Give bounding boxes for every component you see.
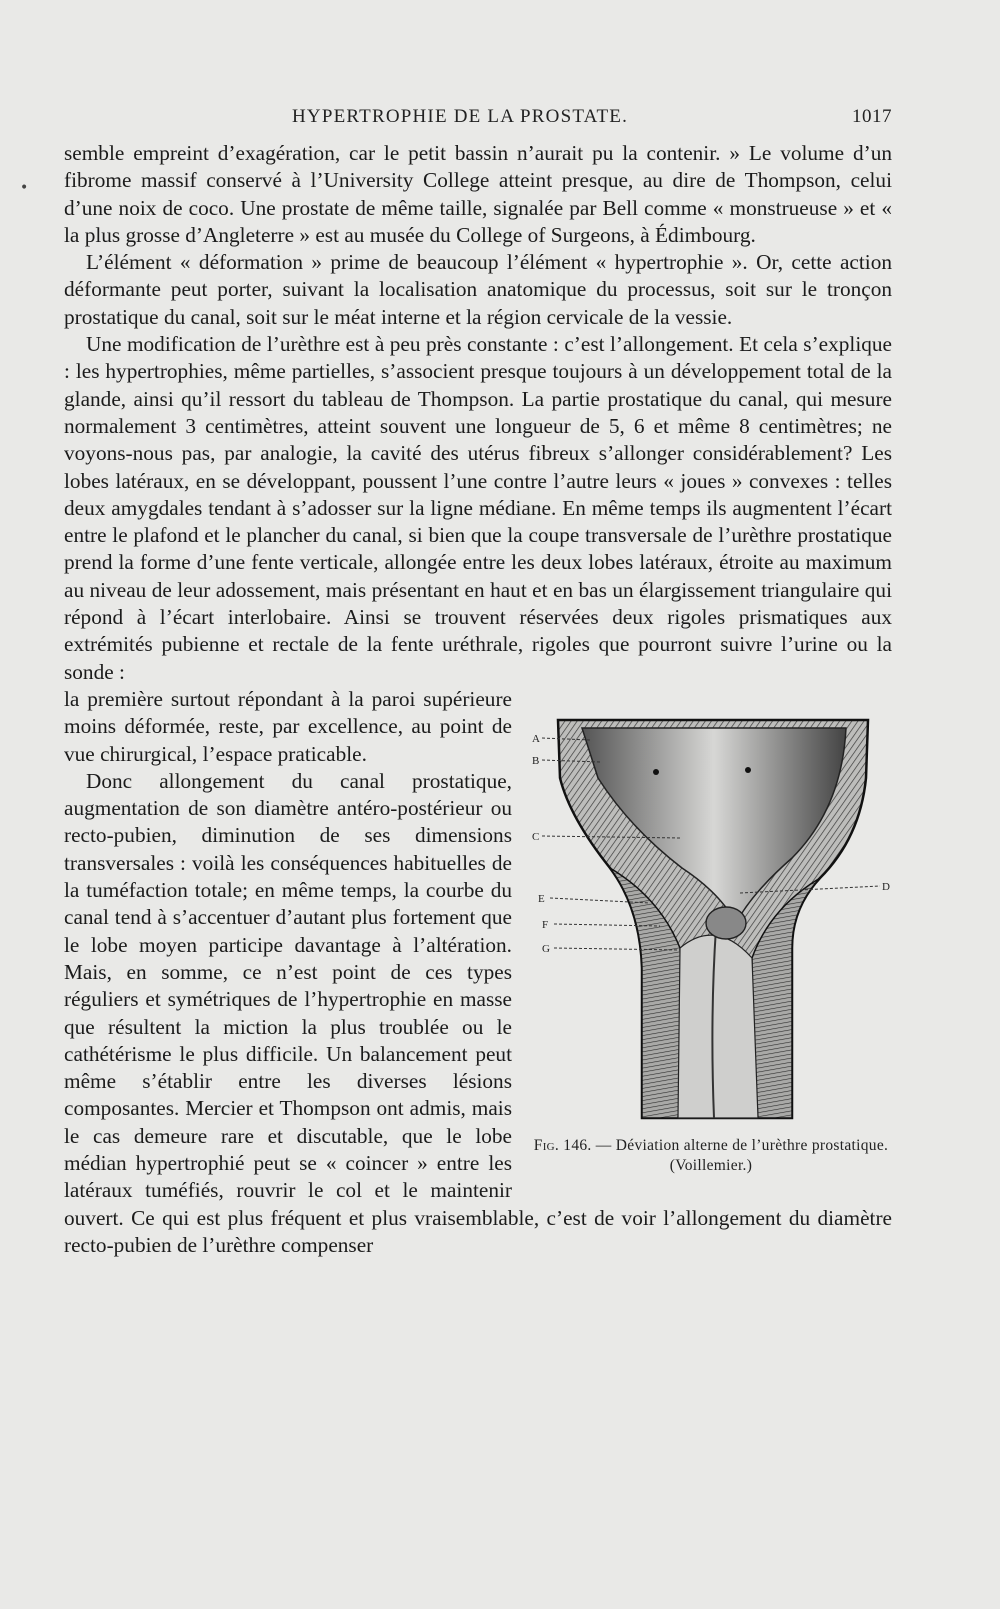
paragraph-1: semble empreint d’exagération, car le petit bassin n’aurait pu la contenir. » Le volume d’un fibrome massif conservé à l’University College atteint presque, au dire de Thompson, celui d’une noix de coco. Une prostate de même taille, signalée par Bell comme « monstrueuse » et « la plus grosse d’Angleterre » est au musée du College of Surgeons, à Édimbourg. [64, 141, 892, 247]
running-title: HYPERTROPHIE DE LA PROSTATE. [292, 106, 629, 127]
margin-mark: • [20, 180, 29, 196]
urethra-illustration [530, 718, 892, 1128]
figure-caption-text: — Déviation alterne de l’urèthre prostatique. (Voillemier.) [595, 1136, 889, 1174]
figure-number: Fig. 146. [533, 1136, 592, 1154]
label-d: D [882, 880, 890, 893]
label-g: G [542, 942, 550, 955]
paragraph-3: Une modification de l’urèthre est à peu près constante : c’est l’allongement. Et cela s’explique : les hypertrophies, même partielles, s’associent presque toujours à un développement total de la glande, ainsi qu’il ressort du tableau de Thompson. La partie prostatique du canal, qui mesure normalement 3 centimètres, atteint souvent une longueur de 5, 6 et même 8 centimètres; ne voyons-nous pas, par analogie, la cavité des utérus fibreux s’allonger considérablement? Les lobes latéraux, en se développant, poussent l’une contre l’autre leurs « joues » convexes : telles deux amygdales tendant à s’adosser sur la ligne médiane. En même temps ils augmentent l’écart entre le plafond et le plancher du canal, si bien que la coupe transversale de l’urèthre prostatique prend la forme d’une fente verticale, allongée entre les deux lobes latéraux, étroite au maximum au niveau de leur adossement, mais présentant en haut et en bas un élargissement triangulaire qui répond à l’écart interlobaire. Ainsi se trouvent réservées deux rigoles prismatiques aux extrémités pubienne et rectale de la fente uréthrale, rigoles que pourront suivre l’urine ou la sonde : [64, 332, 892, 684]
paragraph-5: Donc allongement du canal prostatique, augmentation de son diamètre antéro-postérieur ou recto-pubien, diminution de ses dimensions transversales : voilà les conséquences habituelles de la tuméfaction totale; en même temps, la courbe du canal tend à s’accentuer d’autant plus fortement que le lobe moyen participe davantage à l’altération. Mais, en somme, ce n’est point de ces types réguliers et symétriques de l’hypertrophie en masse que résultent la miction la plus troublée ou le cathétérisme le plus difficile. Un balancement peut même s’établir entre les diverses lésions composantes. Mercier et Thompson ont admis, mais le cas demeure rare et discutable, que le lobe médian hypertrophié peut se « coincer » entre les latéraux tuméfiés, rouvrir le col et le maintenir ouvert. Ce qui est plus fréquent et plus vraisemblable, c’est de voir l’allongement du diamètre recto-pubien de l’urèthre compenser [64, 768, 892, 1257]
label-c: C [532, 830, 540, 843]
figure-146 [530, 686, 892, 1196]
body-text [64, 140, 892, 1259]
figure-caption [530, 1136, 892, 1176]
paragraph-2: L’élément « déformation » prime de beaucoup l’élément « hypertrophie ». Or, cette action déformante peut porter, suivant la localisation anatomique du processus, soit sur le tronçon prostatique du canal, soit sur le méat interne et la région cervicale de la vessie. [64, 250, 892, 329]
label-b: B [532, 754, 540, 767]
label-e: E [538, 892, 545, 905]
page-number: 1017 [852, 106, 892, 127]
label-a: A [532, 732, 540, 745]
paragraph-4: la première surtout répondant à la paroi supérieure moins déformée, reste, par excellence, au point de vue chirurgical, l’espace praticable. [64, 686, 512, 766]
label-f: F [542, 918, 549, 931]
